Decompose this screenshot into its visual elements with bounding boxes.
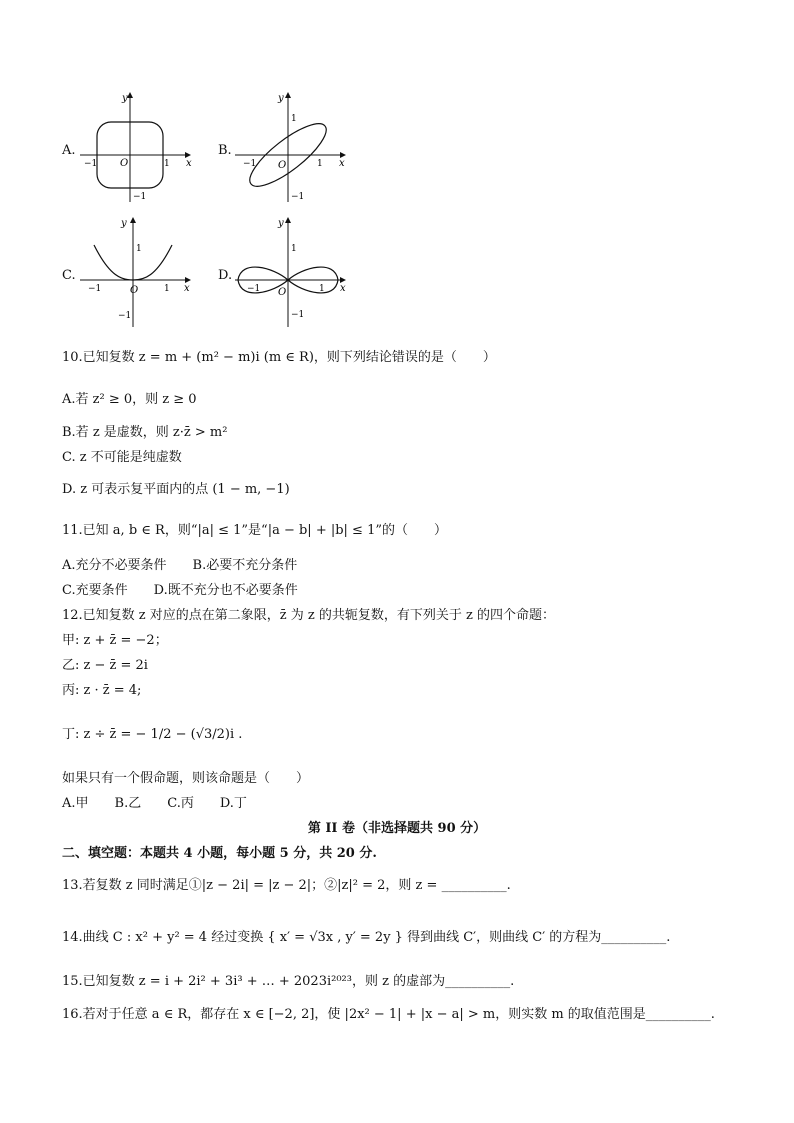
tick-one: 1 <box>317 159 323 169</box>
option-d-label: D. <box>218 268 233 283</box>
section-heading-fill-in: 二、填空题：本题共 4 小题，每小题 5 分，共 20 分. <box>62 846 377 861</box>
option-a-label: A. <box>62 143 76 158</box>
origin-label: O <box>130 285 139 296</box>
q11-options-cd: C.充要条件 D.既不充分也不必要条件 <box>62 583 298 598</box>
tick-neg-one-y: −1 <box>291 310 305 320</box>
option-b-label: B. <box>218 143 232 158</box>
section-title: 第 II 卷（非选择题共 90 分） <box>307 821 487 836</box>
q12-statement-jia: 甲: z + z̄ = −2； <box>62 633 168 648</box>
question-12: 12.已知复数 z 对应的点在第二象限，z̄ 为 z 的共轭复数，有下列关于 z 的四个命题： <box>62 608 555 623</box>
q12-statement-bing: 丙: z · z̄ = 4; <box>62 683 142 698</box>
tick-neg-one: −1 <box>84 159 98 169</box>
x-axis-label: x <box>186 158 192 169</box>
graph-c <box>78 215 198 330</box>
tick-neg-one: −1 <box>88 284 102 294</box>
x-axis-label: x <box>340 283 346 294</box>
question-15: 15.已知复数 z = i + 2i² + 3i³ + … + 2023i²⁰²³，则 z 的虚部为__________. <box>62 974 515 989</box>
question-10: 10.已知复数 z = m + (m² − m)i (m ∈ R)，则下列结论错误的是（ ） <box>62 350 496 365</box>
tick-neg-one-y: −1 <box>133 192 147 202</box>
y-axis-label: y <box>121 218 127 229</box>
question-16: 16.若对于任意 a ∈ R，都存在 x ∈ [−2, 2]，使 |2x² − 1| + |x − a| > m，则实数 m 的取值范围是__________. <box>62 1007 715 1022</box>
q10-option-c: C. z 不可能是纯虚数 <box>62 450 182 465</box>
y-axis-label: y <box>278 93 284 104</box>
origin-label: O <box>278 160 287 171</box>
question-13: 13.若复数 z 同时满足①|z − 2i| = |z − 2|；②|z|² = 2，则 z = __________. <box>62 878 511 893</box>
x-axis-label: x <box>184 283 190 294</box>
tick-one-y: 1 <box>291 244 297 254</box>
y-axis-label: y <box>122 93 128 104</box>
tick-one: 1 <box>319 284 325 294</box>
tick-neg-one: −1 <box>243 159 257 169</box>
tick-one: 1 <box>164 284 170 294</box>
graph-d <box>233 215 353 330</box>
tick-one-y: 1 <box>136 244 142 254</box>
q12-options: A.甲 B.乙 C.丙 D.丁 <box>62 796 247 811</box>
tick-one: 1 <box>164 159 170 169</box>
q12-statement-yi: 乙: z − z̄ = 2i <box>62 658 148 673</box>
tick-neg-one: −1 <box>247 284 261 294</box>
q12-statement-ding: 丁: z ÷ z̄ = − 1/2 − (√3/2)i . <box>62 727 243 742</box>
tick-neg-one-y: −1 <box>291 192 305 202</box>
option-c-label: C. <box>62 268 76 283</box>
q11-options-ab: A.充分不必要条件 B.必要不充分条件 <box>62 558 298 573</box>
tick-neg-one-y: −1 <box>118 311 132 321</box>
origin-label: O <box>120 158 129 169</box>
question-14: 14.曲线 C : x² + y² = 4 经过变换 { x′ = √3x , y′ = 2y } 得到曲线 C′，则曲线 C′ 的方程为__________. <box>62 930 671 945</box>
y-axis-label: y <box>278 218 284 229</box>
origin-label: O <box>278 287 287 298</box>
graph-b <box>233 90 353 205</box>
q10-option-b: B.若 z 是虚数，则 z·z̄ > m² <box>62 425 228 440</box>
graph-a <box>78 90 208 205</box>
question-11: 11.已知 a, b ∈ R，则“|a| ≤ 1”是“|a − b| + |b| ≤ 1”的（ ） <box>62 523 447 538</box>
q12-prompt: 如果只有一个假命题，则该命题是（ ） <box>62 771 310 786</box>
q10-option-d: D. z 可表示复平面内的点 (1 − m, −1) <box>62 482 290 497</box>
tick-one-y: 1 <box>291 114 297 124</box>
q10-option-a: A.若 z² ≥ 0，则 z ≥ 0 <box>62 392 197 407</box>
x-axis-label: x <box>339 158 345 169</box>
